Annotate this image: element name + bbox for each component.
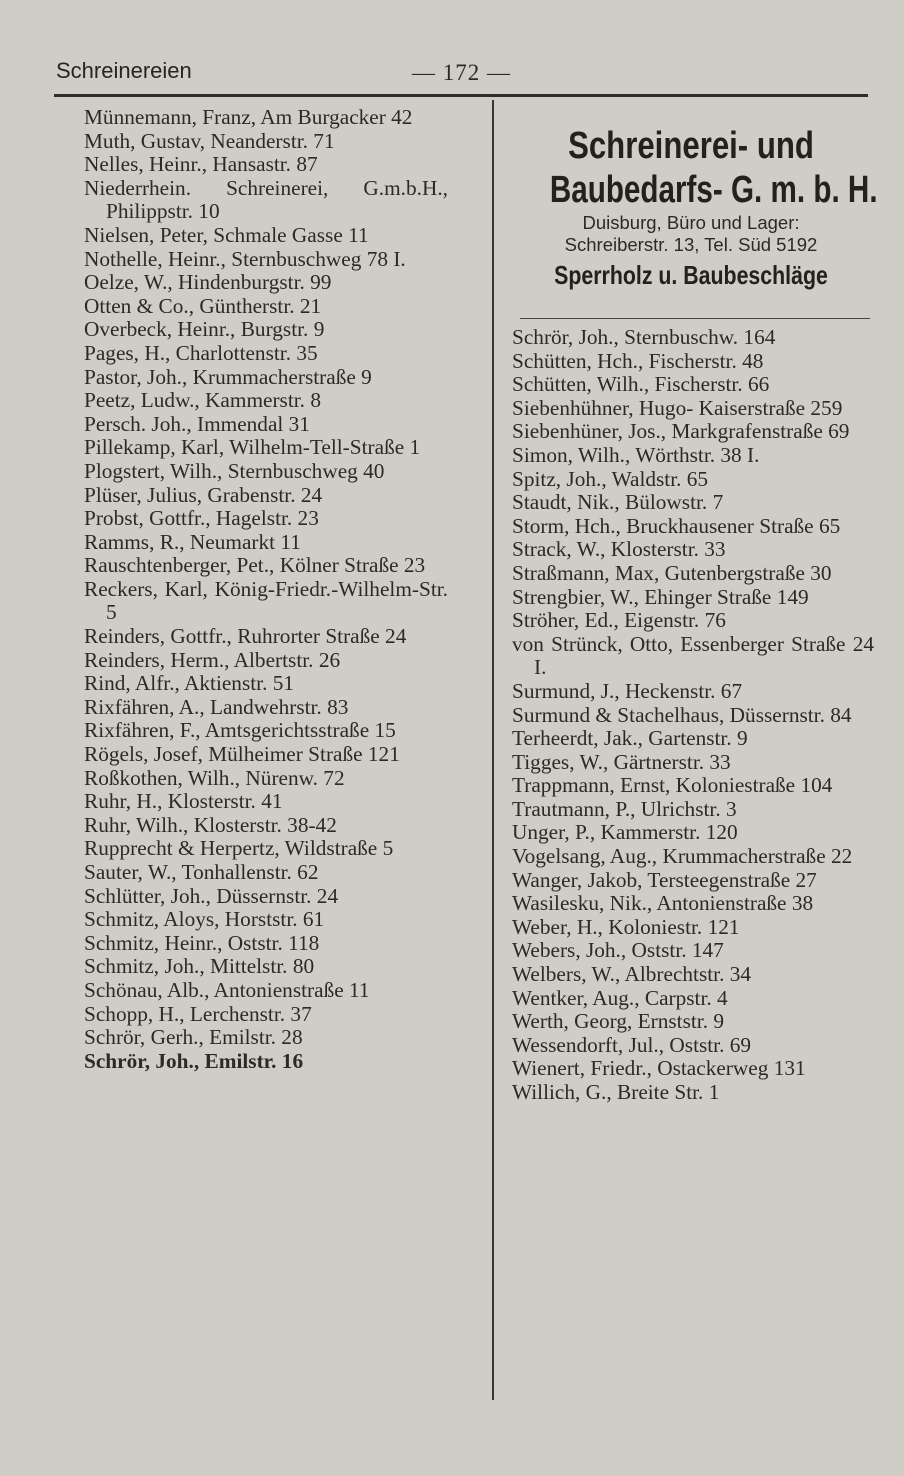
directory-entry: Wienert, Friedr., Ostackerweg 131 bbox=[512, 1056, 806, 1081]
directory-entry: Wanger, Jakob, Tersteegenstraße 27 bbox=[512, 867, 817, 892]
directory-entry: Staudt, Nik., Bülowstr. 7 bbox=[512, 490, 724, 515]
left-column-listings bbox=[84, 106, 448, 1073]
directory-entry: Terheerdt, Jak., Gartenstr. 9 bbox=[512, 726, 748, 751]
directory-entry: Siebenhühner, Hugo- Kaiserstraße 259 bbox=[512, 395, 843, 420]
directory-entry: Rögels, Josef, Mülheimer Straße 121 bbox=[84, 742, 400, 767]
section-title: Schreinereien bbox=[56, 58, 192, 83]
directory-entry: Plüser, Julius, Grabenstr. 24 bbox=[84, 482, 323, 507]
ad-company-name-line2: Baubedarfs- G. m. b. H. bbox=[549, 169, 878, 211]
ad-address-line1: Duisburg, Büro und Lager: bbox=[582, 212, 800, 233]
directory-entry: Rind, Alfr., Aktienstr. 51 bbox=[84, 671, 295, 696]
directory-entry: Simon, Wilh., Wörthstr. 38 I. bbox=[512, 442, 760, 467]
directory-entry: Oelze, W., Hindenburgstr. 99 bbox=[84, 270, 332, 295]
directory-entry: Surmund, J., Heckenstr. 67 bbox=[512, 678, 743, 703]
directory-entry: Roßkothen, Wilh., Nürenw. 72 bbox=[84, 765, 345, 790]
directory-entry: Schütten, Hch., Fischerstr. 48 bbox=[512, 348, 764, 373]
directory-entry: Münnemann, Franz, Am Burgacker 42 bbox=[84, 105, 413, 129]
directory-entry: Ruhr, Wilh., Klosterstr. 38-42 bbox=[84, 812, 337, 837]
ad-tagline: Sperrholz u. Baubeschläge bbox=[554, 260, 828, 290]
advertisement-rule bbox=[520, 318, 870, 319]
advertisement-box bbox=[510, 124, 878, 290]
directory-entry: Pillekamp, Karl, Wilhelm-Tell-Straße 1 bbox=[84, 435, 421, 460]
column-divider bbox=[492, 100, 494, 1400]
directory-entry: Storm, Hch., Bruckhausener Straße 65 bbox=[512, 513, 841, 538]
directory-entry: Nielsen, Peter, Schmale Gasse 11 bbox=[84, 222, 369, 247]
directory-entry: Persch. Joh., Immendal 31 bbox=[84, 411, 310, 436]
directory-entry: Strack, W., Klosterstr. 33 bbox=[512, 537, 726, 562]
directory-entry: Tigges, W., Gärtnerstr. 33 bbox=[512, 749, 731, 774]
directory-entry: Spitz, Joh., Waldstr. 65 bbox=[512, 466, 709, 491]
directory-entry: Wentker, Aug., Carpstr. 4 bbox=[512, 985, 728, 1010]
directory-entry: Schmitz, Joh., Mittelstr. 80 bbox=[84, 954, 315, 979]
directory-entry: Overbeck, Heinr., Burgstr. 9 bbox=[84, 317, 325, 342]
right-column-listings bbox=[512, 326, 874, 1105]
header-rule bbox=[54, 94, 868, 97]
directory-entry: Rixfähren, F., Amtsgerichtsstraße 15 bbox=[84, 718, 396, 743]
directory-entry: Peetz, Ludw., Kammerstr. 8 bbox=[84, 388, 321, 413]
directory-entry: Wessendorft, Jul., Oststr. 69 bbox=[512, 1032, 752, 1057]
directory-entry: Pages, H., Charlottenstr. 35 bbox=[84, 340, 318, 365]
directory-entry: Schopp, H., Lerchenstr. 37 bbox=[84, 1001, 312, 1026]
directory-entry: Vogelsang, Aug., Krummacherstraße 22 bbox=[512, 844, 853, 869]
directory-entry: Schrör, Joh., Emilstr. 16 bbox=[84, 1048, 304, 1073]
directory-entry: Schrör, Joh., Sternbuschw. 164 bbox=[512, 325, 776, 349]
directory-entry: Ruhr, H., Klosterstr. 41 bbox=[84, 789, 283, 814]
directory-entry: Reckers, Karl, König-Friedr.-Wilhelm-Str. 5 bbox=[84, 576, 448, 625]
directory-entry: Schlütter, Joh., Düssernstr. 24 bbox=[84, 883, 339, 908]
directory-entry: Nothelle, Heinr., Sternbuschweg 78 I. bbox=[84, 246, 406, 271]
directory-entry: Rixfähren, A., Landwehrstr. 83 bbox=[84, 694, 349, 719]
directory-entry: Ramms, R., Neumarkt 11 bbox=[84, 529, 301, 554]
directory-entry: Rauschtenberger, Pet., Kölner Straße 23 bbox=[84, 553, 426, 578]
directory-entry: Siebenhüner, Jos., Markgrafenstraße 69 bbox=[512, 419, 850, 444]
directory-entry: Trautmann, P., Ulrichstr. 3 bbox=[512, 796, 737, 821]
directory-entry: Schönau, Alb., Antonienstraße 11 bbox=[84, 977, 370, 1002]
directory-entry: Probst, Gottfr., Hagelstr. 23 bbox=[84, 506, 319, 531]
directory-entry: Strengbier, W., Ehinger Straße 149 bbox=[512, 584, 809, 609]
page-number: — 172 — bbox=[412, 60, 511, 85]
directory-entry: Niederrhein. Schreinerei, G.m.b.H., Philippstr. 10 bbox=[84, 175, 448, 224]
directory-entry: von Strünck, Otto, Essenberger Straße 24 I. bbox=[512, 631, 874, 680]
directory-entry: Weber, H., Koloniestr. 121 bbox=[512, 914, 740, 939]
directory-entry: Reinders, Herm., Albertstr. 26 bbox=[84, 647, 341, 672]
directory-entry: Unger, P., Kammerstr. 120 bbox=[512, 820, 738, 845]
directory-entry: Nelles, Heinr., Hansastr. 87 bbox=[84, 152, 318, 177]
directory-entry: Surmund & Stachelhaus, Düssernstr. 84 bbox=[512, 702, 852, 727]
directory-entry: Schmitz, Aloys, Horststr. 61 bbox=[84, 907, 325, 932]
directory-entry: Rupprecht & Herpertz, Wildstraße 5 bbox=[84, 836, 394, 861]
directory-entry: Werth, Georg, Ernststr. 9 bbox=[512, 1009, 725, 1034]
directory-entry: Plogstert, Wilh., Sternbuschweg 40 bbox=[84, 458, 385, 483]
directory-entry: Otten & Co., Güntherstr. 21 bbox=[84, 293, 322, 318]
directory-entry: Muth, Gustav, Neanderstr. 71 bbox=[84, 128, 335, 153]
ad-address-line2: Schreiberstr. 13, Tel. Süd 5192 bbox=[564, 234, 818, 255]
directory-entry: Straßmann, Max, Gutenbergstraße 30 bbox=[512, 560, 832, 585]
directory-entry: Sauter, W., Tonhallenstr. 62 bbox=[84, 860, 319, 884]
directory-entry: Welbers, W., Albrechtstr. 34 bbox=[512, 962, 752, 987]
directory-entry: Trappmann, Ernst, Koloniestraße 104 bbox=[512, 773, 833, 798]
directory-entry: Schrör, Gerh., Emilstr. 28 bbox=[84, 1025, 303, 1050]
directory-entry: Willich, G., Breite Str. 1 bbox=[512, 1080, 720, 1104]
directory-entry: Webers, Joh., Oststr. 147 bbox=[512, 938, 724, 963]
directory-entry: Schütten, Wilh., Fischerstr. 66 bbox=[512, 372, 770, 397]
directory-entry: Reinders, Gottfr., Ruhrorter Straße 24 bbox=[84, 624, 407, 649]
directory-entry: Wasilesku, Nik., Antonienstraße 38 bbox=[512, 891, 814, 916]
directory-entry: Ströher, Ed., Eigenstr. 76 bbox=[512, 608, 726, 633]
directory-entry: Schmitz, Heinr., Oststr. 118 bbox=[84, 930, 320, 955]
ad-company-name-line1: Schreinerei- und bbox=[568, 125, 814, 167]
directory-entry: Pastor, Joh., Krummacherstraße 9 bbox=[84, 364, 372, 389]
